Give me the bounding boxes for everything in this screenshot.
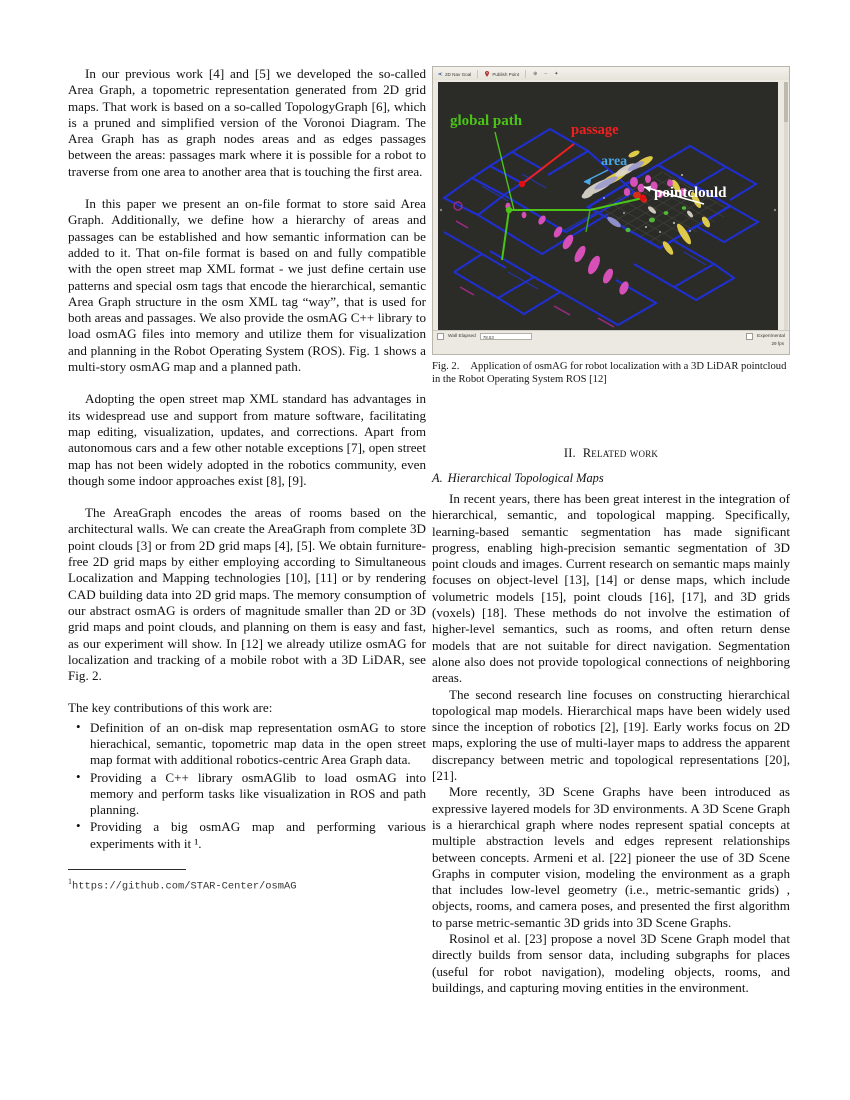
wall-elapsed-checkbox[interactable] <box>437 333 444 340</box>
section-number: II. <box>563 446 576 460</box>
scrollbar-thumb[interactable] <box>784 82 788 122</box>
bullet-icon: • <box>76 818 81 834</box>
annotation-global-path: global path <box>450 113 523 129</box>
figure-caption-text: Application of osmAG for robot localization with a 3D LiDAR pointcloud in the Robot Operating System ROS [12] <box>432 361 787 385</box>
list-item <box>68 819 426 852</box>
path-goal-marker <box>640 195 647 202</box>
list-item <box>68 770 426 819</box>
toolbar-2d-nav-goal[interactable] <box>437 71 471 77</box>
subsection-title: Hierarchical Topological Maps <box>447 471 604 485</box>
viewport-scrollbar[interactable] <box>784 82 788 332</box>
nav-goal-icon <box>437 71 443 77</box>
list-item <box>68 720 426 769</box>
toolbar-select-button[interactable]: ✦ <box>554 71 559 77</box>
toolbar-publish-point[interactable] <box>484 71 519 77</box>
wall-elapsed-label: Wall Elapsed <box>448 334 476 339</box>
paragraph-on-file-format: In this paper we present an on-file format to store said Area Graph. Additionally, we define how a hierarchy of areas and passages can be established and how semantic information can be added to it. That on-file format is based on and fully compatible with the open street map XML format - we just define certain use patterns and special osm tags that encode the hierarchical, semantic Area Graph structure in the osm XML tag “way”, that is used for both areas and passages. We also provide the osmAG C++ library to load osmAG files into memory and utilize them for visualization and planning in the Robot Operating System (ROS). Fig. 1 shows a multi-story osmAG map and a planned path. <box>68 196 426 375</box>
paragraph-recent-years: In recent years, there has been great interest in the integration of hierarchical, semantic, and topological mapping. Specifically, learning-based semantic segmentation has made significant progress, enabling high-precision semantic segmentation of 3D point clouds and images. Current research on semantic maps mainly focuses on object-level [13], [14] or dense maps, which include volumetric models [15], point clouds [16], [17], and 3D grids (voxels) [18]. These methods do not involve the estimation of higher-level semantics, such as rooms, and often return dense models that are not suitable for direct navigation. Segmentation alone also does not provide topological connections of neighboring areas. <box>432 491 790 686</box>
footnote-marker: 1 <box>68 877 72 887</box>
subsection-letter: A. <box>432 471 443 485</box>
bullet-icon: • <box>76 718 81 734</box>
paragraph-contributions-intro: The key contributions of this work are: <box>68 700 273 716</box>
toolbar-separator <box>477 70 478 78</box>
toolbar-separator <box>525 70 526 78</box>
figure-2 <box>432 66 792 386</box>
experimental-label: Experimental <box>757 334 785 339</box>
list-item-text: Providing a C++ library osmAGlib to load osmAG into memory and perform tasks like visualization in ROS and path planning. <box>90 769 426 818</box>
figure-caption-label: Fig. 2. <box>432 361 460 372</box>
subsection-heading <box>432 471 790 486</box>
paragraph-scene-graphs: More recently, 3D Scene Graphs have been introduced as expressive layered models for 3D environments. A 3D Scene Graph is a hierarchical graph where nodes represent spatial concepts at multiple abstraction levels and edges represent relationships between concepts. Armeni et al. [22] pioneer the use of 3D Scene Graphs in computer vision, modeling the environment as a graph that includes low-level geometry (i.e., metric-semantic grids) , objects, rooms, and camera poses, and presented the first algorithm to parse metric-semantic 3D grids into 3D Scene Graphs. <box>432 784 790 930</box>
publish-point-icon <box>484 71 490 77</box>
annotation-area: area <box>601 154 628 169</box>
left-column <box>68 66 426 894</box>
right-column <box>432 424 790 996</box>
rviz-toolbar <box>433 67 789 80</box>
rviz-3d-viewport[interactable] <box>438 82 778 332</box>
footnote <box>68 875 426 893</box>
annotation-pointcloud: pointclould <box>654 185 727 201</box>
section-heading-related-work <box>432 446 790 461</box>
toolbar-2d-nav-goal-label: 2D Nav Goal <box>445 71 472 77</box>
annotation-passage: passage <box>571 122 619 138</box>
passage-marker <box>519 181 525 187</box>
experimental-checkbox[interactable] <box>746 333 753 340</box>
section-title: Related work <box>582 446 659 460</box>
rviz-window <box>432 66 790 355</box>
paragraph-second-research-line: The second research line focuses on constructing hierarchical topological map models. Hierarchical maps have been widely used since the inception of robotics [2], [19]. Early works focus on 2D maps, exploring the use of multi-layer maps to address the apparent discrepancy between metric and topological representations [20], [21]. <box>432 686 790 784</box>
toolbar-zoom-in-button[interactable]: ⊕ <box>533 71 538 77</box>
wall-elapsed-value[interactable]: 78.53 <box>480 333 532 340</box>
scene-render <box>438 82 778 332</box>
toolbar-publish-point-label: Publish Point <box>492 71 520 77</box>
paragraph-previous-work: In our previous work [4] and [5] we developed the so-called Area Graph, a topometric representation generated from 2D grid maps. That work is based on a so-called TopologyGraph [6], which is a pruned and simplified version of the Voronoi Diagram. The Area Graph has as graph nodes areas and as edges passages between the areas: passages mark where it is possible for a robot to traverse from one area to another area that is touching the first area. <box>68 66 426 179</box>
rviz-status-bar <box>433 330 789 354</box>
fps-readout: 29 fps <box>771 341 784 346</box>
toolbar-zoom-out-button[interactable]: − <box>544 71 548 77</box>
path-waypoint <box>506 207 512 213</box>
list-item-text: Providing a big osmAG map and performing various experiments with it ¹. <box>90 819 426 851</box>
figure-caption <box>432 361 792 386</box>
paragraph-rosinol: Rosinol et al. [23] propose a novel 3D Scene Graph model that directly builds from sensor data, including subgraphs for places (useful for robot navigation), modeling objects, rooms, and buildings, and capturing moving entities in the environment. <box>432 931 790 995</box>
list-item-text: Definition of an on-disk map representation osmAG to store hierachical, semantic, topometric map data in the open street map format with additional robotics-centric Area Graph data. <box>90 719 426 768</box>
paragraph-osm-standard: Adopting the open street map XML standard has advantages in its widespread use and support from mature software, facilitating map editing, visualization, updates, and corrections. Apart from autonomous cars and a few other notable exceptions [7], open street map has not been widely adopted in the robotics community, even though some indoor approaches exist [8], [9]. <box>68 391 426 488</box>
contributions-list <box>68 720 426 852</box>
footnote-url[interactable]: https://github.com/STAR-Center/osmAG <box>72 880 297 893</box>
footnote-divider <box>68 869 186 870</box>
paragraph-areagraph: The AreaGraph encodes the areas of rooms based on the architectural walls. We can create the AreaGraph from complete 3D point clouds [3] or from 2D grid maps [4], [5]. We obtain furniture-free 2D grid maps by either employing according to Simultaneous Localization and Mapping technologies [10], [11] or by rendering CAD building data into 2D grid maps. The memory consumption of our abstract osmAG is orders of magnitude smaller than 2D or 3D grid maps and point clouds, and planning on them is easy and fast, as our experiment will show. In [12] we already utilize osmAG for localization and tracking of a mobile robot with a 3D LiDAR, see Fig. 2. <box>68 505 426 684</box>
bullet-icon: • <box>76 768 81 784</box>
